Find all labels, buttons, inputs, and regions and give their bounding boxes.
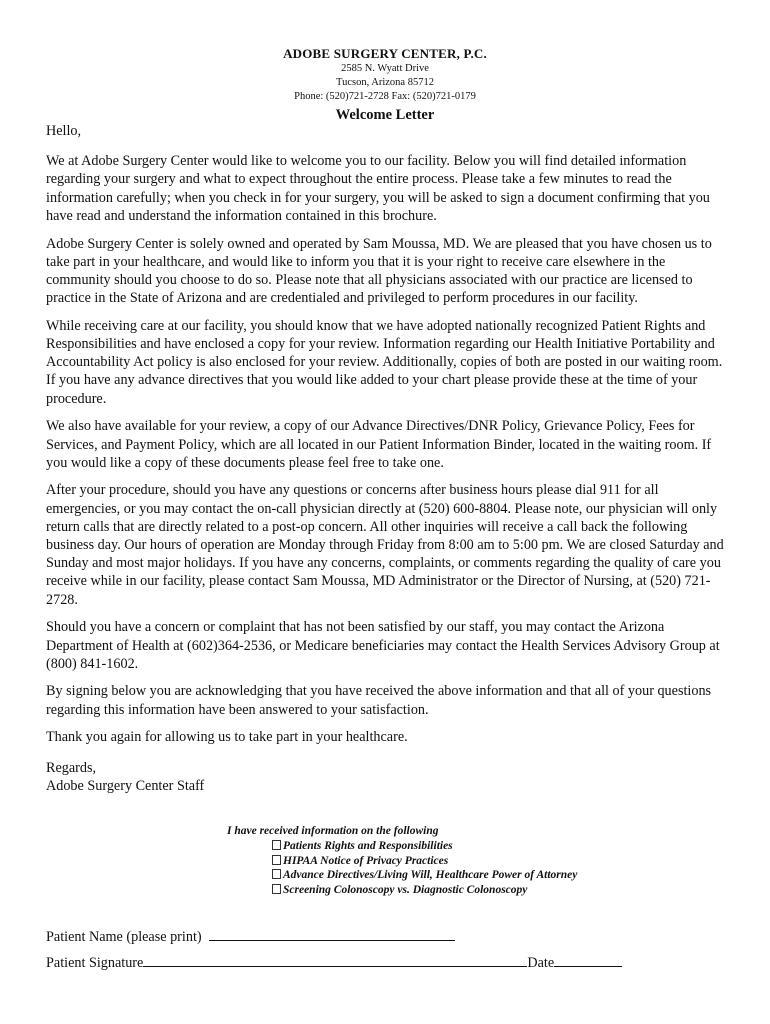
paragraph-acknowledgment: By signing below you are acknowledging that you have received the above information and that all of your questions regarding this information have been answered to your satisfaction. — [46, 683, 712, 718]
closing-regards: Regards, — [46, 759, 97, 776]
date-field[interactable] — [554, 953, 622, 967]
patient-signature-field[interactable] — [143, 953, 527, 967]
address-line-2: Tucson, Arizona 85712 — [336, 77, 434, 88]
address-line-1: 2585 N. Wyatt Drive — [341, 63, 429, 74]
checkbox[interactable] — [272, 869, 281, 879]
patient-name-field[interactable] — [209, 927, 455, 941]
paragraph-complaints: Should you have a concern or complaint that has not been satisfied by our staff, you may contact the Arizona Department of Health at (602)364-2536, or Medicare beneficiaries may contact the Health Services Advisory Group at (800) 841-1602. — [46, 619, 720, 672]
paragraph-policies: We also have available for your review, a copy of our Advance Directives/DNR Policy, Grievance Policy, Fees for Services, and Payment Policy, which are all located in our Patient Information Binder, located in the waiting room. If you would like a copy of these documents please feel free to take one. — [46, 418, 712, 471]
organization-name: ADOBE SURGERY CENTER, P.C. — [283, 46, 487, 61]
ack-item-patient-rights: Patients Rights and Responsibilities — [272, 839, 577, 854]
date-label: Date — [527, 955, 555, 971]
patient-name-row — [46, 927, 455, 946]
greeting: Hello, — [46, 123, 82, 139]
patient-signature-label: Patient Signature — [46, 955, 144, 971]
ack-item-colonoscopy: Screening Colonoscopy vs. Diagnostic Colonoscopy — [272, 883, 577, 898]
document-title: Welcome Letter — [335, 107, 435, 123]
checkbox[interactable] — [272, 840, 281, 850]
closing-signoff: Adobe Surgery Center Staff — [46, 777, 205, 794]
patient-signature-row — [46, 953, 622, 972]
ack-item-hipaa: HIPAA Notice of Privacy Practices — [272, 854, 577, 869]
closing — [46, 759, 730, 795]
paragraph-ownership: Adobe Surgery Center is solely owned and operated by Sam Moussa, MD. We are pleased that you have chosen us to take part in your healthcare, and would like to inform you that it is your right to receive care elsewhere in the community should you choose to do so. Please note that all physicians associated with our practice are licensed to practice in the State of Arizona and are credentialed and privileged to perform procedures in our facility. — [46, 235, 712, 307]
paragraph-thank-you: Thank you again for allowing us to take part in your healthcare. — [46, 729, 408, 746]
checkbox[interactable] — [272, 884, 281, 894]
letter-body — [46, 122, 730, 795]
acknowledgment-heading: I have received information on the following — [227, 825, 439, 837]
acknowledgment-checklist — [227, 824, 577, 898]
paragraph-patient-rights: While receiving care at our facility, you should know that we have adopted nationally recognized Patient Rights and Responsibilities and have enclosed a copy for your review. Information regarding our Health Initiative Portability and Accountability Act policy is also enclosed for your review. Additionally, copies of both are posted in our waiting room. If you have any advance directives that you would like added to your chart please provide these at the time of your procedure. — [46, 317, 723, 407]
letterhead — [0, 46, 770, 124]
paragraph-after-procedure: After your procedure, should you have any questions or concerns after business hours please dial 911 for all emergencies, or you may contact the on-call physician directly at (520) 600-8804. Please note, our physician will only return calls that are directly related to a post-op concern. All other inquiries will receive a call back the following business day. Our hours of operation are Monday through Friday from 8:00 am to 5:00 pm. We are closed Saturday and Sunday and most major holidays. If you have any concerns, complaints, or comments regarding the quality of care you receive while in our facility, please contact Sam Moussa, MD Administrator or the Director of Nursing, at (520) 721-2728. — [46, 482, 724, 608]
checkbox[interactable] — [272, 855, 281, 865]
ack-item-advance-directives: Advance Directives/Living Will, Healthcare Power of Attorney — [272, 868, 577, 883]
paragraph-welcome: We at Adobe Surgery Center would like to welcome you to our facility. Below you will find detailed information regarding your surgery and what to expect throughout the entire process. Please take a few minutes to read the information carefully; when you check in for your surgery, you will be asked to sign a document confirming that you have read and understand the information contained in this brochure. — [46, 153, 710, 224]
patient-name-label: Patient Name (please print) — [46, 929, 202, 945]
phone-fax: Phone: (520)721-2728 Fax: (520)721-0179 — [294, 91, 476, 102]
